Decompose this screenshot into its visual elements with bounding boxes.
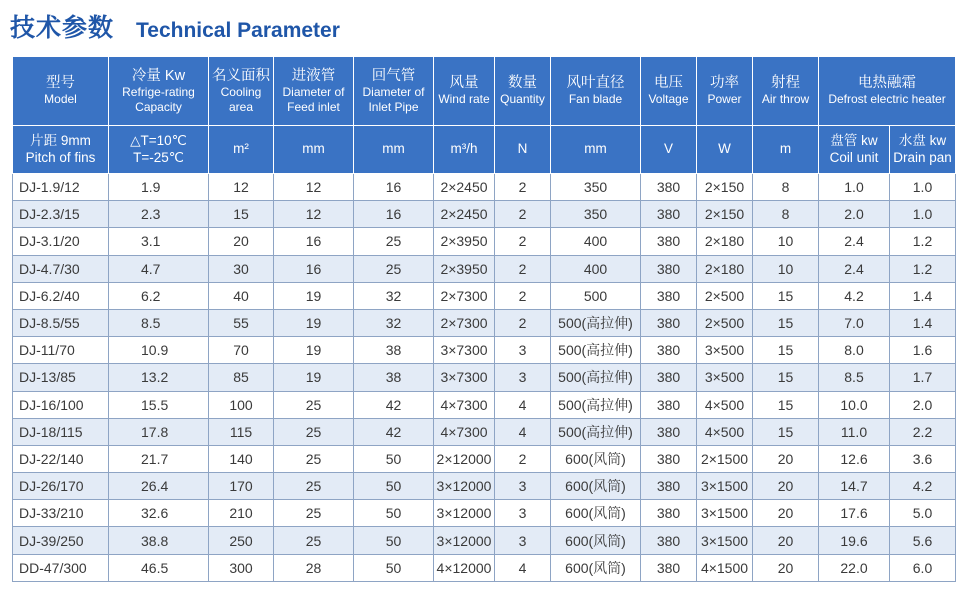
cell-area: 170 — [209, 473, 274, 500]
cell-area: 85 — [209, 364, 274, 391]
table-row — [13, 282, 956, 309]
cell-coil: 10.0 — [819, 391, 890, 418]
cell-capacity: 46.5 — [109, 554, 209, 581]
cell-model: DJ-39/250 — [13, 527, 109, 554]
cell-feed: 12 — [274, 174, 354, 201]
unit-coil: 盘管 kw Coil unit — [819, 126, 890, 174]
header-feed-inlet: 进液管 Diameter of Feed inlet — [274, 57, 354, 126]
cell-wind: 4×7300 — [434, 418, 495, 445]
unit-power: W — [697, 126, 753, 174]
table-row — [13, 500, 956, 527]
cell-fan: 600(风筒) — [551, 500, 641, 527]
unit-model: 片距 9mm Pitch of fins — [13, 126, 109, 174]
cell-wind: 2×2450 — [434, 201, 495, 228]
table-row — [13, 418, 956, 445]
cell-drain: 1.2 — [890, 228, 956, 255]
cell-area: 70 — [209, 337, 274, 364]
cell-coil: 8.0 — [819, 337, 890, 364]
cell-wind: 3×12000 — [434, 473, 495, 500]
cell-feed: 25 — [274, 500, 354, 527]
cell-model: DJ-16/100 — [13, 391, 109, 418]
cell-coil: 2.4 — [819, 255, 890, 282]
cell-fan: 500(高拉伸) — [551, 337, 641, 364]
cell-feed: 25 — [274, 445, 354, 472]
cell-power: 3×1500 — [697, 473, 753, 500]
cell-drain: 1.0 — [890, 174, 956, 201]
cell-voltage: 380 — [641, 201, 697, 228]
cell-feed: 19 — [274, 364, 354, 391]
cell-area: 30 — [209, 255, 274, 282]
cell-wind: 4×12000 — [434, 554, 495, 581]
cell-voltage: 380 — [641, 500, 697, 527]
cell-model: DJ-11/70 — [13, 337, 109, 364]
cell-inlet: 16 — [354, 201, 434, 228]
cell-drain: 5.6 — [890, 527, 956, 554]
cell-voltage: 380 — [641, 337, 697, 364]
table-body — [13, 174, 956, 582]
cell-coil: 22.0 — [819, 554, 890, 581]
cell-power: 3×500 — [697, 337, 753, 364]
unit-drain: 水盘 kw Drain pan — [890, 126, 956, 174]
cell-capacity: 32.6 — [109, 500, 209, 527]
unit-voltage: V — [641, 126, 697, 174]
cell-fan: 500(高拉伸) — [551, 309, 641, 336]
cell-wind: 2×3950 — [434, 255, 495, 282]
cell-quantity: 2 — [495, 201, 551, 228]
cell-voltage: 380 — [641, 527, 697, 554]
header-inlet-pipe: 回气管 Diameter of Inlet Pipe — [354, 57, 434, 126]
cell-quantity: 3 — [495, 473, 551, 500]
cell-model: DJ-33/210 — [13, 500, 109, 527]
cell-area: 210 — [209, 500, 274, 527]
cell-wind: 2×3950 — [434, 228, 495, 255]
header-defrost-heater: 电热融霜 Defrost electric heater — [819, 57, 956, 126]
cell-model: DJ-13/85 — [13, 364, 109, 391]
cell-model: DJ-2.3/15 — [13, 201, 109, 228]
table-row — [13, 309, 956, 336]
cell-quantity: 3 — [495, 500, 551, 527]
cell-area: 140 — [209, 445, 274, 472]
cell-feed: 25 — [274, 473, 354, 500]
cell-coil: 12.6 — [819, 445, 890, 472]
cell-capacity: 21.7 — [109, 445, 209, 472]
table-row — [13, 391, 956, 418]
cell-capacity: 13.2 — [109, 364, 209, 391]
table-row — [13, 364, 956, 391]
cell-capacity: 8.5 — [109, 309, 209, 336]
cell-inlet: 50 — [354, 527, 434, 554]
cell-inlet: 50 — [354, 500, 434, 527]
cell-inlet: 25 — [354, 228, 434, 255]
cell-quantity: 3 — [495, 337, 551, 364]
cell-model: DJ-18/115 — [13, 418, 109, 445]
cell-throw: 20 — [753, 445, 819, 472]
cell-voltage: 380 — [641, 554, 697, 581]
header-row — [13, 57, 956, 126]
table-row — [13, 174, 956, 201]
cell-fan: 500(高拉伸) — [551, 391, 641, 418]
cell-quantity: 3 — [495, 527, 551, 554]
cell-quantity: 2 — [495, 445, 551, 472]
cell-drain: 1.4 — [890, 282, 956, 309]
cell-area: 20 — [209, 228, 274, 255]
cell-throw: 20 — [753, 473, 819, 500]
header-voltage: 电压 Voltage — [641, 57, 697, 126]
cell-fan: 350 — [551, 201, 641, 228]
cell-capacity: 15.5 — [109, 391, 209, 418]
cell-feed: 16 — [274, 255, 354, 282]
cell-power: 2×1500 — [697, 445, 753, 472]
cell-wind: 4×7300 — [434, 391, 495, 418]
cell-voltage: 380 — [641, 418, 697, 445]
cell-capacity: 2.3 — [109, 201, 209, 228]
header-capacity: 冷量 Kw Refrige-rating Capacity — [109, 57, 209, 126]
cell-throw: 8 — [753, 174, 819, 201]
cell-capacity: 3.1 — [109, 228, 209, 255]
cell-fan: 400 — [551, 228, 641, 255]
cell-voltage: 380 — [641, 309, 697, 336]
cell-coil: 1.0 — [819, 174, 890, 201]
cell-power: 3×500 — [697, 364, 753, 391]
cell-feed: 12 — [274, 201, 354, 228]
cell-throw: 15 — [753, 391, 819, 418]
cell-inlet: 25 — [354, 255, 434, 282]
cell-inlet: 42 — [354, 418, 434, 445]
cell-wind: 2×7300 — [434, 282, 495, 309]
cell-capacity: 38.8 — [109, 527, 209, 554]
cell-throw: 15 — [753, 337, 819, 364]
cell-coil: 17.6 — [819, 500, 890, 527]
cell-feed: 19 — [274, 282, 354, 309]
table-row — [13, 554, 956, 581]
cell-coil: 4.2 — [819, 282, 890, 309]
cell-fan: 600(风筒) — [551, 445, 641, 472]
cell-power: 4×1500 — [697, 554, 753, 581]
cell-drain: 1.7 — [890, 364, 956, 391]
cell-quantity: 2 — [495, 309, 551, 336]
cell-inlet: 38 — [354, 364, 434, 391]
cell-area: 300 — [209, 554, 274, 581]
cell-coil: 19.6 — [819, 527, 890, 554]
cell-drain: 1.2 — [890, 255, 956, 282]
cell-quantity: 4 — [495, 554, 551, 581]
cell-area: 12 — [209, 174, 274, 201]
cell-area: 115 — [209, 418, 274, 445]
cell-power: 2×500 — [697, 282, 753, 309]
cell-quantity: 2 — [495, 282, 551, 309]
cell-feed: 16 — [274, 228, 354, 255]
unit-throw: m — [753, 126, 819, 174]
cell-voltage: 380 — [641, 228, 697, 255]
cell-feed: 19 — [274, 309, 354, 336]
cell-model: DJ-8.5/55 — [13, 309, 109, 336]
cell-coil: 7.0 — [819, 309, 890, 336]
cell-area: 40 — [209, 282, 274, 309]
cell-area: 55 — [209, 309, 274, 336]
header-power: 功率 Power — [697, 57, 753, 126]
header-model: 型号 Model — [13, 57, 109, 126]
cell-voltage: 380 — [641, 445, 697, 472]
cell-feed: 25 — [274, 527, 354, 554]
cell-fan: 400 — [551, 255, 641, 282]
cell-power: 2×180 — [697, 255, 753, 282]
cell-capacity: 26.4 — [109, 473, 209, 500]
cell-wind: 3×12000 — [434, 527, 495, 554]
cell-inlet: 32 — [354, 309, 434, 336]
header-area: 名义面积 Cooling area — [209, 57, 274, 126]
cell-coil: 8.5 — [819, 364, 890, 391]
cell-wind: 3×12000 — [434, 500, 495, 527]
header-quantity: 数量 Quantity — [495, 57, 551, 126]
unit-inlet: mm — [354, 126, 434, 174]
cell-feed: 25 — [274, 418, 354, 445]
cell-wind: 2×12000 — [434, 445, 495, 472]
cell-power: 2×180 — [697, 228, 753, 255]
header-wind-rate: 风量 Wind rate — [434, 57, 495, 126]
cell-capacity: 6.2 — [109, 282, 209, 309]
table-row — [13, 527, 956, 554]
unit-fan: mm — [551, 126, 641, 174]
unit-quantity: N — [495, 126, 551, 174]
cell-throw: 15 — [753, 418, 819, 445]
cell-fan: 600(风筒) — [551, 527, 641, 554]
cell-throw: 20 — [753, 554, 819, 581]
cell-voltage: 380 — [641, 174, 697, 201]
cell-coil: 14.7 — [819, 473, 890, 500]
cell-power: 2×150 — [697, 201, 753, 228]
cell-model: DJ-1.9/12 — [13, 174, 109, 201]
title-english: Technical Parameter — [136, 19, 340, 42]
cell-quantity: 4 — [495, 391, 551, 418]
cell-throw: 20 — [753, 500, 819, 527]
cell-drain: 2.0 — [890, 391, 956, 418]
cell-throw: 10 — [753, 255, 819, 282]
cell-drain: 3.6 — [890, 445, 956, 472]
cell-inlet: 16 — [354, 174, 434, 201]
cell-inlet: 50 — [354, 473, 434, 500]
table-row — [13, 228, 956, 255]
unit-wind: m³/h — [434, 126, 495, 174]
cell-quantity: 2 — [495, 228, 551, 255]
cell-coil: 2.0 — [819, 201, 890, 228]
table-row — [13, 473, 956, 500]
cell-quantity: 4 — [495, 418, 551, 445]
unit-feed: mm — [274, 126, 354, 174]
cell-coil: 2.4 — [819, 228, 890, 255]
cell-quantity: 3 — [495, 364, 551, 391]
cell-power: 2×500 — [697, 309, 753, 336]
cell-fan: 600(风筒) — [551, 473, 641, 500]
cell-fan: 500(高拉伸) — [551, 364, 641, 391]
cell-quantity: 2 — [495, 255, 551, 282]
table-row — [13, 445, 956, 472]
cell-capacity: 17.8 — [109, 418, 209, 445]
header-fan-blade: 风叶直径 Fan blade — [551, 57, 641, 126]
cell-power: 4×500 — [697, 418, 753, 445]
unit-area: m² — [209, 126, 274, 174]
cell-fan: 500 — [551, 282, 641, 309]
cell-drain: 4.2 — [890, 473, 956, 500]
cell-wind: 2×2450 — [434, 174, 495, 201]
cell-throw: 15 — [753, 364, 819, 391]
cell-capacity: 10.9 — [109, 337, 209, 364]
cell-feed: 19 — [274, 337, 354, 364]
title-chinese: 技术参数 — [10, 13, 115, 42]
table-row — [13, 337, 956, 364]
cell-wind: 2×7300 — [434, 309, 495, 336]
cell-capacity: 1.9 — [109, 174, 209, 201]
cell-drain: 6.0 — [890, 554, 956, 581]
unit-row — [13, 126, 956, 174]
cell-area: 15 — [209, 201, 274, 228]
cell-throw: 15 — [753, 309, 819, 336]
cell-drain: 1.6 — [890, 337, 956, 364]
cell-fan: 500(高拉伸) — [551, 418, 641, 445]
cell-throw: 15 — [753, 282, 819, 309]
cell-feed: 28 — [274, 554, 354, 581]
cell-model: DJ-4.7/30 — [13, 255, 109, 282]
cell-coil: 11.0 — [819, 418, 890, 445]
cell-inlet: 32 — [354, 282, 434, 309]
cell-feed: 25 — [274, 391, 354, 418]
cell-inlet: 50 — [354, 554, 434, 581]
cell-voltage: 380 — [641, 255, 697, 282]
cell-power: 3×1500 — [697, 500, 753, 527]
cell-model: DJ-3.1/20 — [13, 228, 109, 255]
cell-model: DJ-26/170 — [13, 473, 109, 500]
header-air-throw: 射程 Air throw — [753, 57, 819, 126]
cell-power: 3×1500 — [697, 527, 753, 554]
cell-drain: 1.0 — [890, 201, 956, 228]
cell-fan: 350 — [551, 174, 641, 201]
page-title — [10, 4, 340, 44]
cell-model: DD-47/300 — [13, 554, 109, 581]
cell-inlet: 38 — [354, 337, 434, 364]
cell-throw: 10 — [753, 228, 819, 255]
cell-inlet: 42 — [354, 391, 434, 418]
cell-power: 4×500 — [697, 391, 753, 418]
cell-model: DJ-22/140 — [13, 445, 109, 472]
cell-voltage: 380 — [641, 391, 697, 418]
cell-fan: 600(风筒) — [551, 554, 641, 581]
cell-wind: 3×7300 — [434, 337, 495, 364]
cell-inlet: 50 — [354, 445, 434, 472]
cell-drain: 5.0 — [890, 500, 956, 527]
cell-throw: 20 — [753, 527, 819, 554]
cell-model: DJ-6.2/40 — [13, 282, 109, 309]
cell-voltage: 380 — [641, 473, 697, 500]
cell-power: 2×150 — [697, 174, 753, 201]
table-row — [13, 201, 956, 228]
cell-area: 100 — [209, 391, 274, 418]
cell-capacity: 4.7 — [109, 255, 209, 282]
cell-quantity: 2 — [495, 174, 551, 201]
cell-area: 250 — [209, 527, 274, 554]
technical-parameter-table — [12, 56, 956, 582]
table-row — [13, 255, 956, 282]
unit-capacity: △T=10℃ T=-25℃ — [109, 126, 209, 174]
cell-voltage: 380 — [641, 364, 697, 391]
cell-drain: 2.2 — [890, 418, 956, 445]
cell-drain: 1.4 — [890, 309, 956, 336]
cell-wind: 3×7300 — [434, 364, 495, 391]
cell-voltage: 380 — [641, 282, 697, 309]
cell-throw: 8 — [753, 201, 819, 228]
